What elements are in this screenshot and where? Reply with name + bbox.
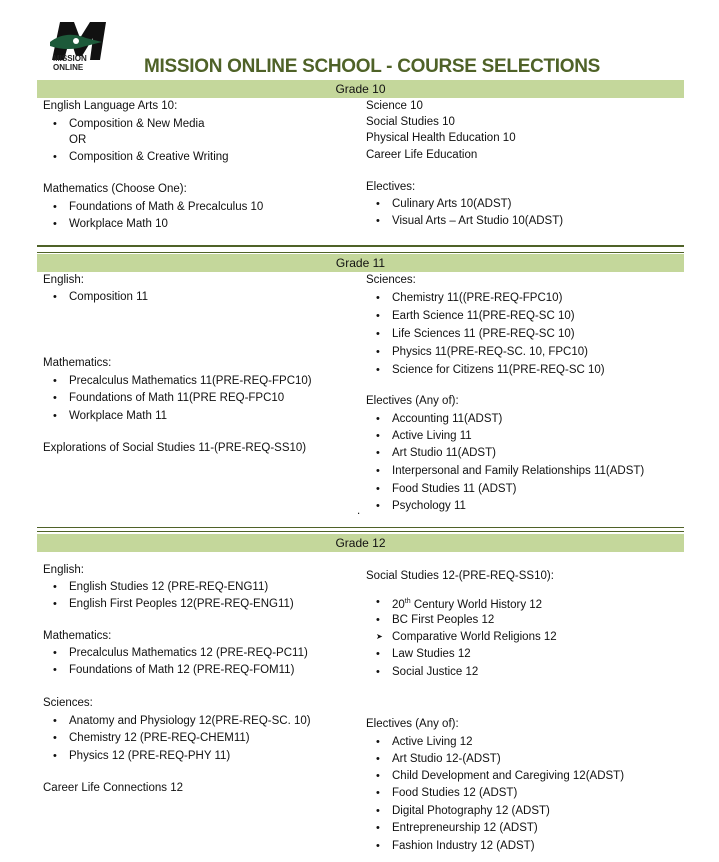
bullet-icon: • bbox=[53, 151, 57, 163]
section-heading: Career Life Education bbox=[366, 149, 478, 161]
bullet-icon: • bbox=[376, 328, 380, 340]
bullet-icon: • bbox=[53, 201, 57, 213]
logo-text-online: ONLINE bbox=[53, 63, 84, 72]
superscript: th bbox=[404, 598, 411, 605]
course-item: Food Studies 12 (ADST) bbox=[392, 787, 518, 799]
bullet-icon: • bbox=[376, 413, 380, 425]
course-item: English First Peoples 12(PRE-REQ-ENG11) bbox=[69, 598, 294, 610]
bullet-icon: • bbox=[53, 715, 57, 727]
course-item: Fashion Industry 12 (ADST) bbox=[392, 840, 535, 852]
course-item: Physics 11(PRE-REQ-SC. 10, FPC10) bbox=[392, 346, 588, 358]
course-item: Digital Photography 12 (ADST) bbox=[392, 805, 550, 817]
bullet-icon: • bbox=[53, 218, 57, 230]
course-item: English Studies 12 (PRE-REQ-ENG11) bbox=[69, 581, 269, 593]
bullet-icon: • bbox=[376, 753, 380, 765]
section-heading: Mathematics: bbox=[43, 357, 112, 369]
bullet-icon: • bbox=[376, 596, 380, 608]
course-item: Child Development and Caregiving 12(ADST) bbox=[392, 770, 625, 782]
section-heading: Science 10 bbox=[366, 100, 423, 112]
course-item: BC First Peoples 12 bbox=[392, 614, 495, 626]
bullet-icon: • bbox=[376, 770, 380, 782]
bullet-icon: • bbox=[376, 310, 380, 322]
course-item: Social Justice 12 bbox=[392, 666, 479, 678]
course-item: Precalculus Mathematics 12 (PRE-REQ-PC11) bbox=[69, 647, 308, 659]
course-item: Active Living 11 bbox=[392, 430, 472, 442]
bullet-icon: • bbox=[53, 581, 57, 593]
course-item: Visual Arts – Art Studio 10(ADST) bbox=[392, 215, 564, 227]
bullet-icon: • bbox=[376, 614, 380, 626]
bullet-icon: • bbox=[53, 750, 57, 762]
course-item: Composition & New Media bbox=[69, 118, 205, 130]
course-item: Life Sciences 11 (PRE-REQ-SC 10) bbox=[392, 328, 575, 340]
section-heading: English Language Arts 10: bbox=[43, 100, 178, 112]
bullet-icon: • bbox=[376, 346, 380, 358]
section-heading: Social Studies 10 bbox=[366, 116, 455, 128]
bullet-icon: • bbox=[376, 666, 380, 678]
course-item: Physics 12 (PRE-REQ-PHY 11) bbox=[69, 750, 231, 762]
bullet-icon: • bbox=[53, 375, 57, 387]
bullet-icon: • bbox=[376, 736, 380, 748]
divider bbox=[37, 531, 684, 532]
bullet-icon: • bbox=[376, 465, 380, 477]
arrow-bullet-icon: ➤ bbox=[376, 632, 383, 641]
bullet-icon: • bbox=[53, 392, 57, 404]
bullet-icon: • bbox=[376, 822, 380, 834]
section-heading: Mathematics (Choose One): bbox=[43, 183, 187, 195]
course-item: Entrepreneurship 12 (ADST) bbox=[392, 822, 538, 834]
course-item: Food Studies 11 (ADST) bbox=[392, 483, 517, 495]
course-text: Century World History 12 bbox=[410, 598, 543, 611]
bullet-icon: • bbox=[376, 198, 380, 210]
section-heading: English: bbox=[43, 274, 84, 286]
course-text: 20 bbox=[392, 598, 405, 611]
section-heading: Mathematics: bbox=[43, 630, 112, 642]
bullet-icon: • bbox=[376, 447, 380, 459]
bullet-icon: • bbox=[376, 648, 380, 660]
page-title: MISSION ONLINE SCHOOL - COURSE SELECTIONS bbox=[144, 56, 601, 77]
bullet-icon: • bbox=[53, 291, 57, 303]
grade-11-header: Grade 11 bbox=[37, 254, 684, 272]
grade-10-header: Grade 10 bbox=[37, 80, 684, 98]
section-heading: Electives (Any of): bbox=[366, 395, 459, 407]
bullet-icon: • bbox=[376, 364, 380, 376]
bullet-icon: • bbox=[53, 598, 57, 610]
course-item: Earth Science 11(PRE-REQ-SC 10) bbox=[392, 310, 575, 322]
course-item: Anatomy and Physiology 12(PRE-REQ-SC. 10) bbox=[69, 715, 311, 727]
section-heading: Physical Health Education 10 bbox=[366, 132, 516, 144]
course-item bbox=[392, 595, 542, 612]
section-heading: Career Life Connections 12 bbox=[43, 782, 183, 794]
course-item: Composition 11 bbox=[69, 291, 149, 303]
bullet-icon: • bbox=[53, 647, 57, 659]
course-item: Foundations of Math 11(PRE REQ-FPC10 bbox=[69, 392, 285, 404]
course-item: Workplace Math 10 bbox=[69, 218, 168, 230]
divider bbox=[37, 245, 684, 247]
section-heading: Explorations of Social Studies 11-(PRE-REQ-SS10) bbox=[43, 442, 307, 454]
bullet-icon: • bbox=[53, 664, 57, 676]
bullet-icon: • bbox=[376, 483, 380, 495]
course-item: Chemistry 12 (PRE-REQ-CHEM11) bbox=[69, 732, 250, 744]
bullet-icon: • bbox=[376, 215, 380, 227]
course-item: Art Studio 12-(ADST) bbox=[392, 753, 501, 765]
logo-text-mission: MISSION bbox=[53, 54, 87, 63]
grade-12-header: Grade 12 bbox=[37, 534, 684, 552]
bullet-icon: • bbox=[53, 732, 57, 744]
course-item: Composition & Creative Writing bbox=[69, 151, 229, 163]
course-item: Comparative World Religions 12 bbox=[392, 631, 557, 643]
course-item: Foundations of Math & Precalculus 10 bbox=[69, 201, 264, 213]
bullet-icon: • bbox=[376, 500, 380, 512]
bullet-icon: • bbox=[376, 292, 380, 304]
divider bbox=[37, 252, 684, 253]
or-separator: OR bbox=[69, 134, 87, 146]
bullet-icon: • bbox=[376, 805, 380, 817]
section-heading: English: bbox=[43, 564, 84, 576]
course-item: Psychology 11 bbox=[392, 500, 466, 512]
bullet-icon: • bbox=[376, 840, 380, 852]
divider bbox=[37, 527, 684, 528]
course-item: Workplace Math 11 bbox=[69, 410, 168, 422]
course-item: Foundations of Math 12 (PRE-REQ-FOM11) bbox=[69, 664, 295, 676]
bullet-icon: • bbox=[376, 787, 380, 799]
course-item: Active Living 12 bbox=[392, 736, 473, 748]
section-heading: Electives (Any of): bbox=[366, 718, 459, 730]
section-heading: Social Studies 12-(PRE-REQ-SS10): bbox=[366, 570, 554, 582]
bullet-icon: • bbox=[53, 118, 57, 130]
course-item: Culinary Arts 10(ADST) bbox=[392, 198, 512, 210]
section-heading: Sciences: bbox=[366, 274, 416, 286]
bullet-icon: • bbox=[376, 430, 380, 442]
section-heading: Sciences: bbox=[43, 697, 93, 709]
course-item: Art Studio 11(ADST) bbox=[392, 447, 496, 459]
course-item: Precalculus Mathematics 11(PRE-REQ-FPC10) bbox=[69, 375, 312, 387]
bullet-icon: • bbox=[53, 410, 57, 422]
stray-dot: . bbox=[357, 505, 361, 517]
section-heading: Electives: bbox=[366, 181, 416, 193]
course-item: Law Studies 12 bbox=[392, 648, 471, 660]
course-item: Interpersonal and Family Relationships 11(ADST) bbox=[392, 465, 645, 477]
course-item: Science for Citizens 11(PRE-REQ-SC 10) bbox=[392, 364, 605, 376]
course-item: Accounting 11(ADST) bbox=[392, 413, 503, 425]
course-item: Chemistry 11((PRE-REQ-FPC10) bbox=[392, 292, 563, 304]
